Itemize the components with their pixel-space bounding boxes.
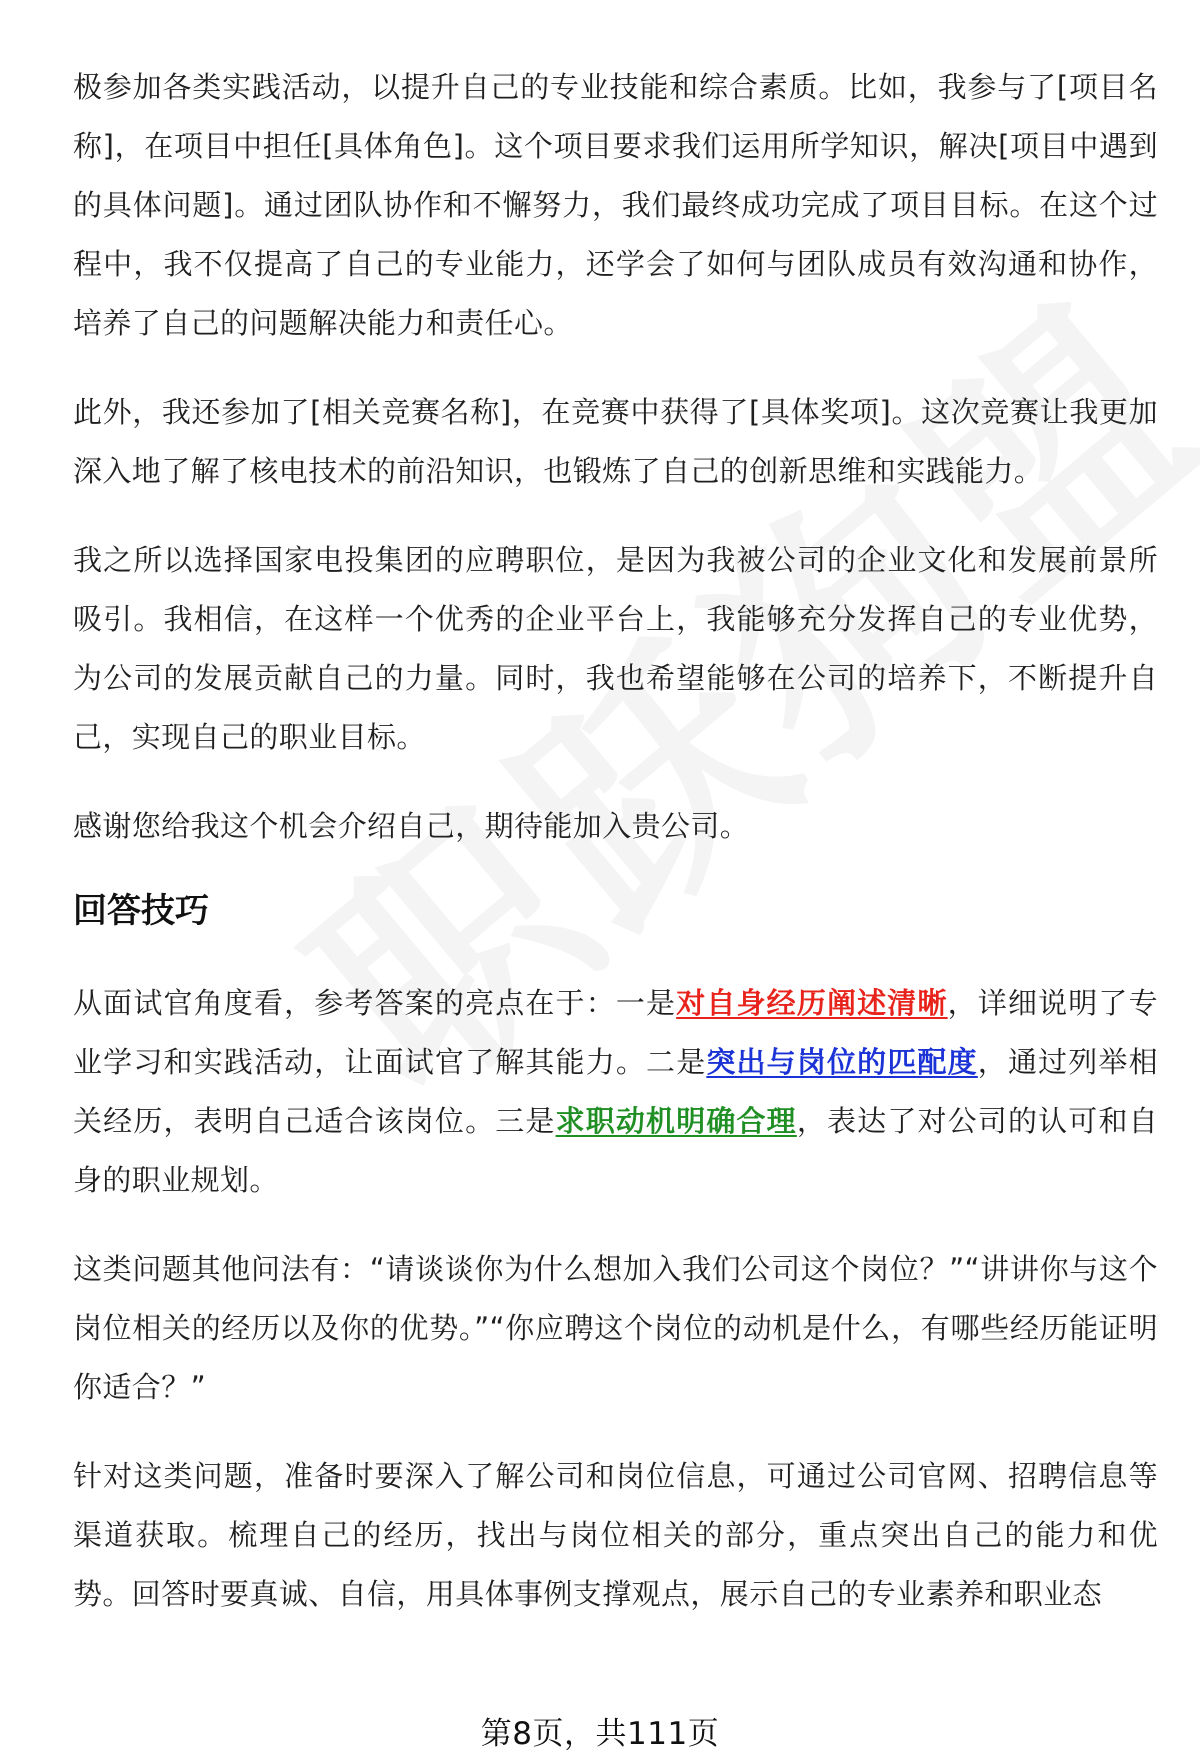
paragraph-preparation-advice: 针对这类问题，准备时要深入了解公司和岗位信息，可通过公司官网、招聘信息等渠道获取。梳理自己的经历，找出与岗位相关的部分，重点突出自己的能力和优势。回答时要真诚、自信，用具体事例支撑观点，展示自己的专业素养和职业态 [73, 1459, 1158, 1611]
tips-text-part2: ，详细说明了专业学习和实践活动，让面试官了解其能力。二是 [73, 986, 1158, 1079]
highlight-job-match: 突出与岗位的匹配度 [706, 1045, 978, 1079]
paragraph-motivation: 我之所以选择国家电投集团的应聘职位，是因为我被公司的企业文化和发展前景所吸引。我相信，在这样一个优秀的企业平台上，我能够充分发挥自己的专业优势，为公司的发展贡献自己的力量。同时，我也希望能够在公司的培养下，不断提升自己，实现自己的职业目标。 [73, 543, 1158, 754]
page-footer: 第8页，共111页 [480, 1716, 720, 1752]
highlight-clear-experience: 对自身经历阐述清晰 [676, 986, 948, 1020]
paragraph-alternative-questions: 这类问题其他问法有：“请谈谈你为什么想加入我们公司这个岗位？”“讲讲你与这个岗位相关的经历以及你的优势。”“你应聘这个岗位的动机是什么，有哪些经历能证明你适合？” [73, 1252, 1158, 1404]
document-page [73, 58, 1158, 1654]
section-heading: 回答技巧 [73, 891, 209, 931]
paragraph-competition: 此外，我还参加了[相关竞赛名称]，在竞赛中获得了[具体奖项]。这次竞赛让我更加深入地了解了核电技术的前沿知识，也锻炼了自己的创新思维和实践能力。 [73, 395, 1158, 488]
tips-text-part4: ，表达了对公司的认可和自身的职业规划。 [73, 1104, 1158, 1197]
tips-text-part3: ，通过列举相关经历，表明自己适合该岗位。三是 [73, 1045, 1158, 1138]
highlight-motivation: 求职动机明确合理 [555, 1104, 797, 1138]
paragraph-project-experience: 极参加各类实践活动，以提升自己的专业技能和综合素质。比如，我参与了[项目名称]，在项目中担任[具体角色]。这个项目要求我们运用所学知识，解决[项目中遇到的具体问题]。通过团队协作和不懈努力，我们最终成功完成了项目目标。在这个过程中，我不仅提高了自己的专业能力，还学会了如何与团队成员有效沟通和协作，培养了自己的问题解决能力和责任心。 [73, 70, 1158, 340]
tips-text-part1: 从面试官角度看，参考答案的亮点在于：一是 [73, 986, 677, 1020]
paragraph-thanks: 感谢您给我这个机会介绍自己，期待能加入贵公司。 [73, 809, 750, 843]
paragraph-tips [73, 974, 1158, 1210]
